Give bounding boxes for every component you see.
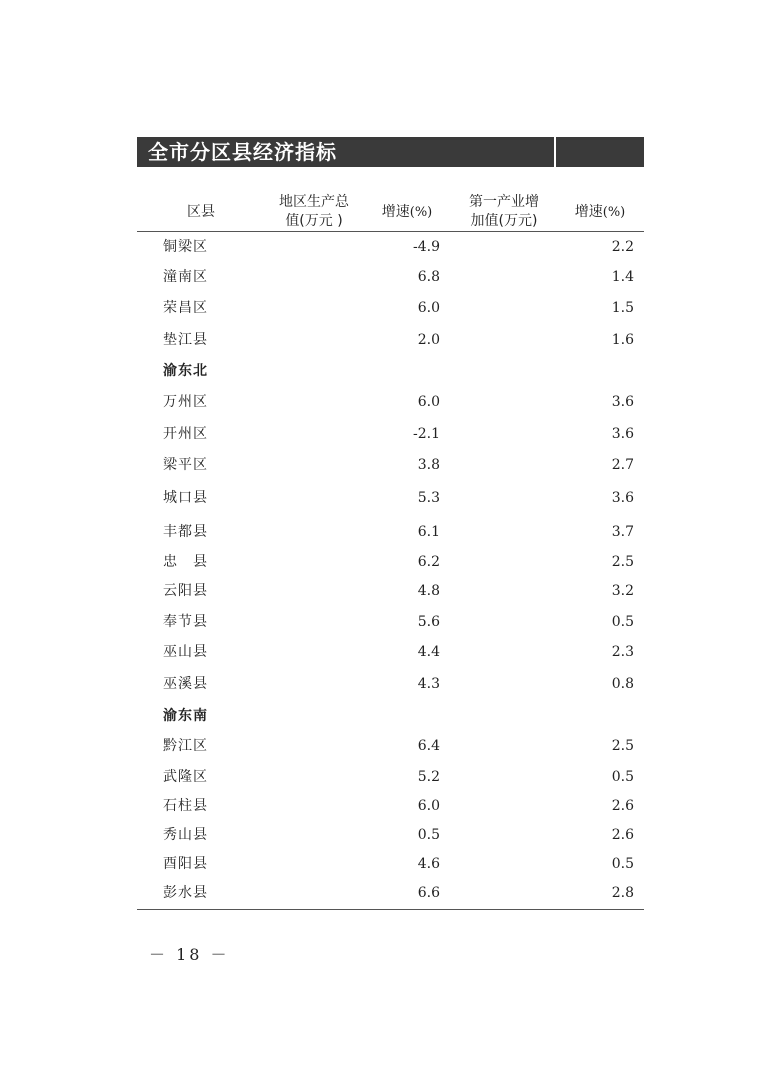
county-name: 丰都县	[163, 524, 208, 540]
county-name: 武隆区	[163, 769, 208, 785]
header-primary-line1: 第一产业增	[469, 194, 539, 210]
table-row	[137, 735, 644, 757]
section-title-bar	[137, 137, 644, 167]
header-primary-growth-text: 增速	[574, 204, 603, 220]
table-row	[137, 853, 644, 875]
gdp-growth-value: 4.4	[417, 644, 440, 660]
gdp-growth-value: 0.5	[417, 827, 440, 843]
county-name: 石柱县	[163, 798, 208, 814]
table-row	[137, 641, 644, 663]
header-primary-growth-unit: (%)	[602, 205, 626, 220]
county-name: 荣昌区	[163, 300, 208, 316]
table-row	[137, 580, 644, 602]
page-number: － 18 －	[149, 945, 230, 964]
primary-growth-value: 1.5	[611, 300, 634, 316]
table-row	[137, 329, 644, 351]
table-row	[137, 882, 644, 904]
primary-growth-value: 2.8	[611, 885, 634, 901]
gdp-growth-value: 5.2	[417, 769, 440, 785]
primary-growth-value: 0.5	[611, 614, 634, 630]
primary-growth-value: 3.6	[611, 394, 634, 410]
header-gdp-growth	[370, 203, 444, 222]
table-row	[137, 551, 644, 573]
gdp-growth-value: 6.4	[417, 738, 440, 754]
header-gdp-growth-unit: (%)	[409, 205, 433, 220]
gdp-growth-value: -2.1	[413, 426, 440, 442]
county-name: 开州区	[163, 426, 208, 442]
primary-growth-value: 2.6	[611, 798, 634, 814]
header-gdp-line2: 值(万元 )	[285, 213, 343, 229]
primary-growth-value: 1.6	[611, 332, 634, 348]
primary-growth-value: 3.7	[611, 524, 634, 540]
table-row	[137, 795, 644, 817]
header-gdp-growth-text: 增速	[381, 204, 410, 220]
table-row	[137, 611, 644, 633]
primary-growth-value: 0.5	[611, 769, 634, 785]
table-row	[137, 824, 644, 846]
county-name: 铜梁区	[163, 239, 208, 255]
county-name: 巫溪县	[163, 676, 208, 692]
primary-growth-value: 2.7	[611, 457, 634, 473]
header-rule	[137, 231, 644, 232]
table-bottom-rule	[137, 909, 644, 910]
primary-growth-value: 2.2	[611, 239, 634, 255]
county-name: 秀山县	[163, 827, 208, 843]
header-primary-growth	[563, 203, 637, 222]
primary-growth-value: 3.6	[611, 426, 634, 442]
group-name: 渝东南	[163, 708, 208, 724]
group-name: 渝东北	[163, 363, 208, 379]
county-name: 彭水县	[163, 885, 208, 901]
county-name: 万州区	[163, 394, 208, 410]
gdp-growth-value: 6.0	[417, 798, 440, 814]
table-row	[137, 454, 644, 476]
header-primary	[454, 193, 554, 231]
county-name: 酉阳县	[163, 856, 208, 872]
header-county: 区县	[187, 204, 215, 220]
group-header-row	[137, 705, 644, 727]
gdp-growth-value: 5.6	[417, 614, 440, 630]
county-name: 巫山县	[163, 644, 208, 660]
table-row	[137, 236, 644, 258]
table-row	[137, 766, 644, 788]
header-primary-line2: 加值(万元)	[470, 213, 538, 229]
gdp-growth-value: 4.6	[417, 856, 440, 872]
header-gdp	[262, 193, 366, 231]
title-divider	[554, 137, 556, 167]
primary-growth-value: 2.6	[611, 827, 634, 843]
primary-growth-value: 2.3	[611, 644, 634, 660]
table-row	[137, 673, 644, 695]
primary-growth-value: 2.5	[611, 738, 634, 754]
county-name: 奉节县	[163, 614, 208, 630]
table-row	[137, 521, 644, 543]
primary-growth-value: 0.5	[611, 856, 634, 872]
table-row	[137, 391, 644, 413]
county-name: 忠 县	[163, 554, 208, 570]
gdp-growth-value: 6.0	[417, 394, 440, 410]
gdp-growth-value: 2.0	[417, 332, 440, 348]
primary-growth-value: 2.5	[611, 554, 634, 570]
primary-growth-value: 3.2	[611, 583, 634, 599]
gdp-growth-value: 6.0	[417, 300, 440, 316]
table-row	[137, 297, 644, 319]
section-title: 全市分区县经济指标	[148, 140, 337, 164]
county-name: 梁平区	[163, 457, 208, 473]
primary-growth-value: 3.6	[611, 490, 634, 506]
gdp-growth-value: 6.6	[417, 885, 440, 901]
gdp-growth-value: 6.1	[417, 524, 440, 540]
county-name: 垫江县	[163, 332, 208, 348]
gdp-growth-value: 6.8	[417, 269, 440, 285]
gdp-growth-value: 5.3	[417, 490, 440, 506]
table-row	[137, 423, 644, 445]
primary-growth-value: 1.4	[611, 269, 634, 285]
county-name: 云阳县	[163, 583, 208, 599]
county-name: 黔江区	[163, 738, 208, 754]
gdp-growth-value: 3.8	[417, 457, 440, 473]
table-row	[137, 266, 644, 288]
county-name: 潼南区	[163, 269, 208, 285]
county-name: 城口县	[163, 490, 208, 506]
gdp-growth-value: -4.9	[413, 239, 440, 255]
group-header-row	[137, 360, 644, 382]
gdp-growth-value: 4.8	[417, 583, 440, 599]
header-gdp-line1: 地区生产总	[279, 194, 349, 210]
table-row	[137, 487, 644, 509]
gdp-growth-value: 6.2	[417, 554, 440, 570]
gdp-growth-value: 4.3	[417, 676, 440, 692]
primary-growth-value: 0.8	[611, 676, 634, 692]
